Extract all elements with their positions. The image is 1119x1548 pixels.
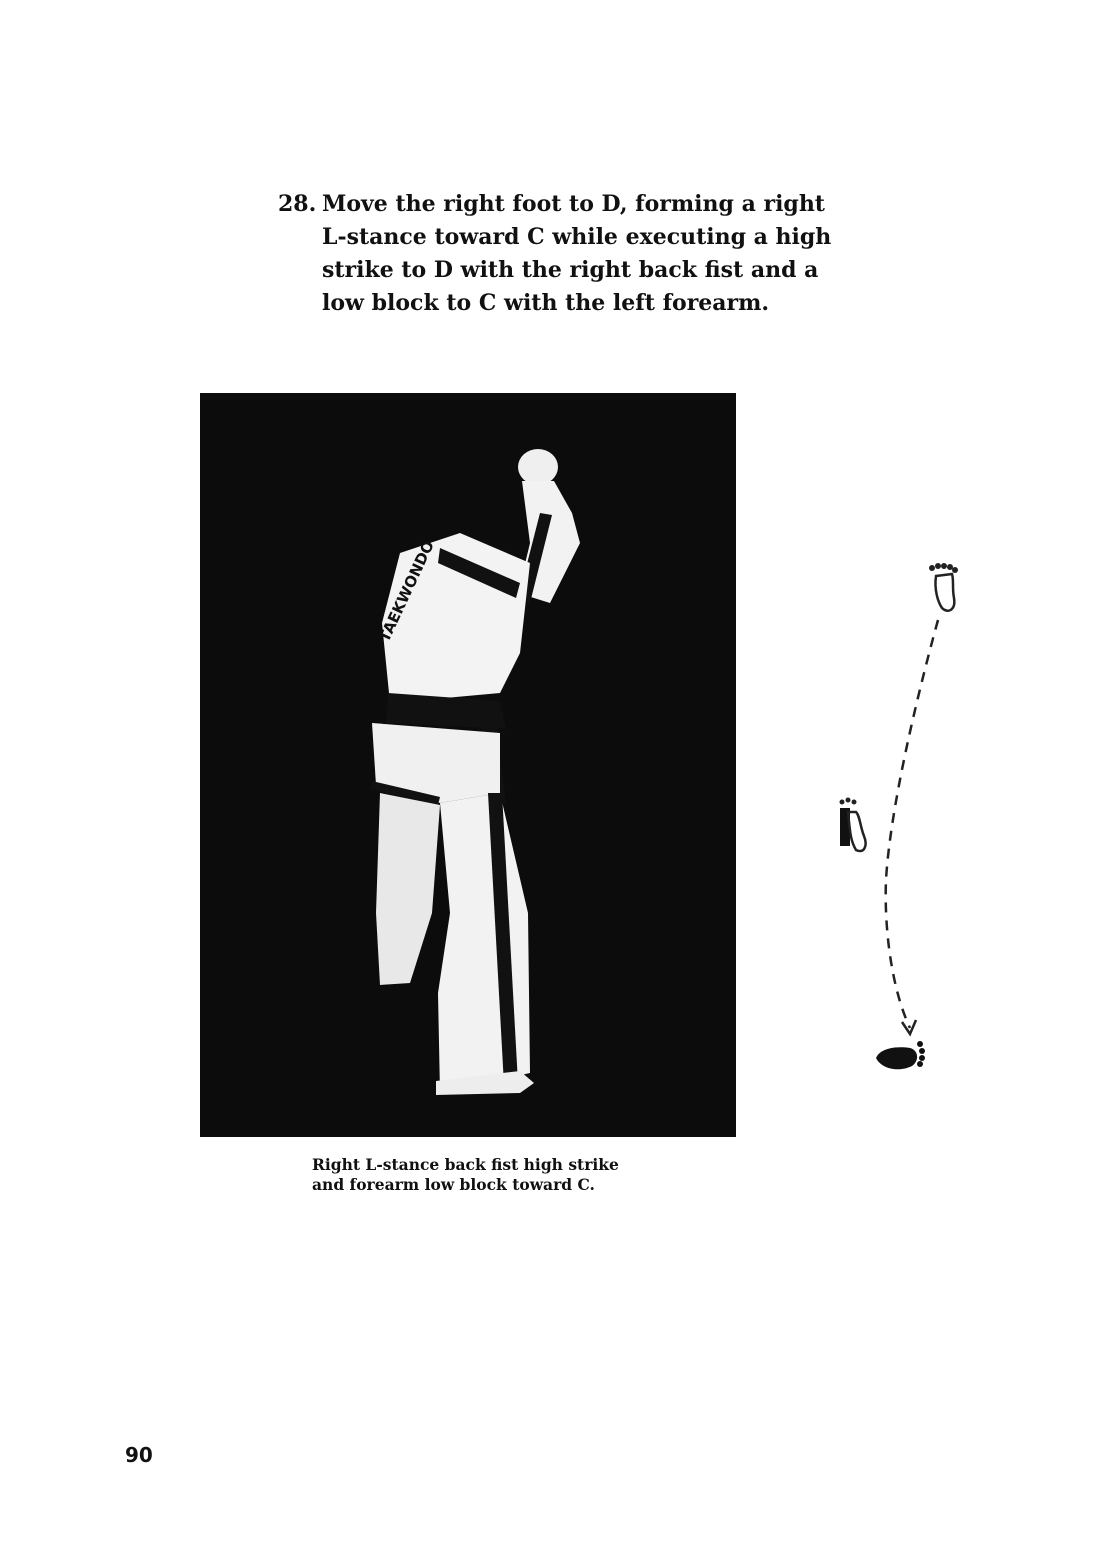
photo-caption bbox=[312, 1155, 692, 1195]
end-foot-icon bbox=[876, 1041, 925, 1069]
standing-leg bbox=[438, 793, 530, 1093]
page-number: 90 bbox=[125, 1443, 153, 1467]
caption-line-1: Right L-stance back fist high strike bbox=[312, 1155, 619, 1174]
uniform-lettering: TAEKWONDO bbox=[375, 537, 438, 645]
stance-photo bbox=[200, 393, 736, 1137]
footwork-diagram bbox=[820, 550, 970, 1080]
raised-leg bbox=[376, 793, 440, 985]
figure-illustration bbox=[200, 393, 736, 1137]
step-number: 28. bbox=[278, 191, 317, 217]
middle-foot-icon bbox=[840, 798, 866, 852]
step-instruction bbox=[278, 188, 848, 320]
start-foot-icon bbox=[929, 563, 958, 611]
raised-fist bbox=[518, 449, 558, 485]
movement-path bbox=[886, 620, 938, 1028]
step-text: Move the right foot to D, forming a right L-stance toward C while executing a high strike to D with the right back fist and a low block to C with the left forearm. bbox=[322, 191, 832, 316]
caption-line-2: and forearm low block toward C. bbox=[312, 1175, 595, 1194]
